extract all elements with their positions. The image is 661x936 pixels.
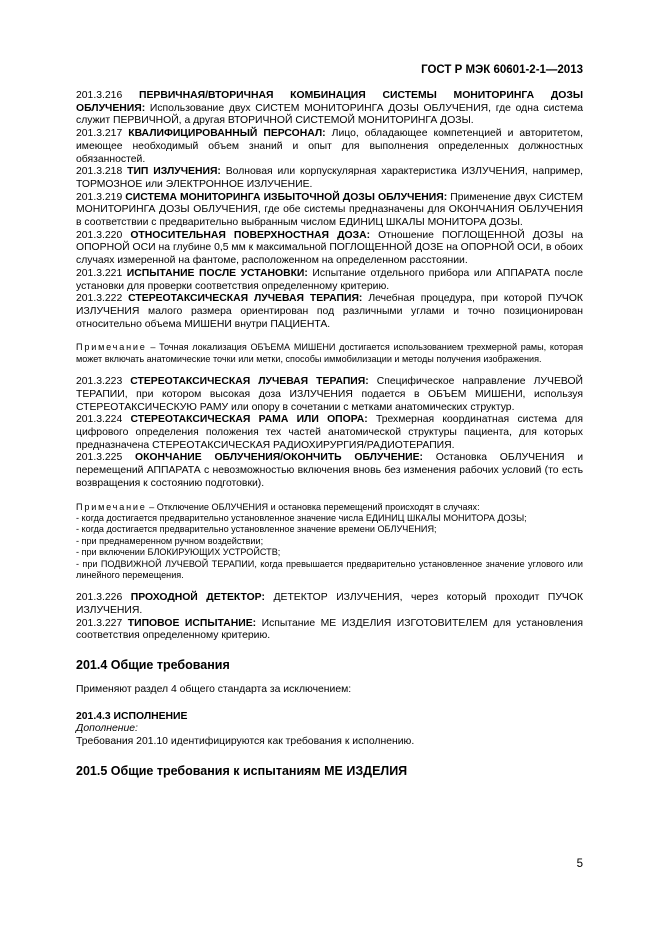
definition-paragraph <box>76 376 583 414</box>
note-1-text: Точная локализация ОБЪЕМА МИШЕНИ достигается использованием трехмерной рамы, которая может включать анатомические точки или метки, способы иммобилизации и методы получения изображения. <box>76 342 583 364</box>
subsection-title-201-4-3: 201.4.3 ИСПОЛНЕНИЕ <box>76 710 188 722</box>
defined-term: ПРОХОДНОЙ ДЕТЕКТОР: <box>130 592 265 604</box>
clause-number: 201.3.224 <box>76 414 123 426</box>
definition-text: ДЕТЕКТОР ИЗЛУЧЕНИЯ, через который проходит ПУЧОК ИЗЛУЧЕНИЯ. <box>76 592 583 617</box>
section-title-201-5: 201.5 Общие требования к испытаниям МЕ ИЗДЕЛИЯ <box>76 763 408 778</box>
page-number: 5 <box>576 858 583 870</box>
defined-term: СИСТЕМА МОНИТОРИНГА ИЗБЫТОЧНОЙ ДОЗЫ ОБЛУЧЕНИЯ: <box>125 191 448 203</box>
clause-number: 201.3.218 <box>76 166 123 178</box>
clause-number: 201.3.223 <box>76 376 123 388</box>
defined-term: ОКОНЧАНИЕ ОБЛУЧЕНИЯ/ОКОНЧИТЬ ОБЛУЧЕНИЕ: <box>134 452 424 464</box>
defined-term: КВАЛИФИЦИРОВАННЫЙ ПЕРСОНАЛ: <box>128 128 326 140</box>
note-2-intro-line <box>76 502 583 513</box>
definition-paragraph <box>76 618 583 643</box>
defined-term: ОТНОСИТЕЛЬНАЯ ПОВЕРХНОСТНАЯ ДОЗА: <box>130 229 371 241</box>
note-1-dash: – <box>146 342 160 353</box>
definition-paragraph <box>76 192 583 230</box>
defined-term: ИСПЫТАНИЕ ПОСЛЕ УСТАНОВКИ: <box>126 267 308 279</box>
note-1-label: Примечание <box>76 342 147 353</box>
clause-number: 201.3.227 <box>76 617 123 629</box>
definition-text: Специфическое направление ЛУЧЕВОЙ ТЕРАПИИ, при котором высокая доза ИЗЛУЧЕНИЯ подается в ОБЪЕМ МИШЕНИ, используя СТЕРЕОТАКСИЧЕСКУЮ РАМУ или опору в сочетании с метками анатомических структур. <box>76 376 584 413</box>
definition-paragraph <box>76 268 583 293</box>
definition-text: Трехмерная координатная система для цифрового определения положения тех частей анатомической структуры пациента, для которых предназначена СТЕРЕОТАКСИЧЕСКАЯ РАДИОХИРУРГИЯ/РАДИОТЕРАПИЯ. <box>76 414 583 451</box>
clause-number: 201.3.217 <box>76 128 123 140</box>
definition-text: Лечебная процедура, при которой ПУЧОК ИЗЛУЧЕНИЯ малого размера ориентирован под различными углами и точно позиционирован относительно объема МИШЕНИ внутри ПАЦИЕНТА. <box>76 293 583 330</box>
definition-paragraph <box>76 166 583 191</box>
note-2-item: - при включении БЛОКИРУЮЩИХ УСТРОЙСТВ; <box>76 547 281 558</box>
standard-header: ГОСТ Р МЭК 60601-2-1—2013 <box>421 64 583 76</box>
definition-paragraph <box>76 293 583 331</box>
clause-number: 201.3.221 <box>76 267 123 279</box>
subsection-text: Требования 201.10 идентифицируются как требования к исполнению. <box>76 735 415 747</box>
clause-number: 201.3.225 <box>76 452 123 464</box>
section-title-201-4: 201.4 Общие требования <box>76 658 230 673</box>
definitions-block-3 <box>76 592 583 643</box>
note-2-label: Примечание <box>76 501 147 512</box>
definitions-block-1 <box>76 90 583 331</box>
clause-number: 201.3.216 <box>76 90 123 101</box>
definition-text: Лицо, обладающее компетенцией и авторитетом, имеющее необходимый объем знаний и опыт для выполнения определенных должностных обязанностей. <box>76 128 583 165</box>
definition-text: Волновая или корпускулярная характеристика ИЗЛУЧЕНИЯ, например, ТОРМОЗНОЕ или ЭЛЕКТРОННОЕ ИЗЛУЧЕНИЕ. <box>76 166 583 190</box>
definition-paragraph <box>76 592 583 617</box>
note-1 <box>76 342 583 365</box>
clause-number: 201.3.219 <box>76 191 123 203</box>
definition-paragraph <box>76 414 583 452</box>
document-body <box>76 90 583 777</box>
note-2-intro: Отключение ОБЛУЧЕНИЯ и остановка перемещений происходят в случаях: <box>156 501 480 512</box>
definition-text: Остановка ОБЛУЧЕНИЯ и перемещений АППАРАТА с невозможностью включения вновь без изменения рабочих условий (то есть возвращения к состоянию подготовки). <box>76 452 583 489</box>
definition-text: Испытание МЕ ИЗДЕЛИЯ ИЗГОТОВИТЕЛЕМ для установления соответствия определенному критерию. <box>76 617 583 642</box>
subsection-label: Дополнение: <box>76 723 138 735</box>
definition-text: Использование двух СИСТЕМ МОНИТОРИНГА ДОЗЫ ОБЛУЧЕНИЯ, где одна система служит ПЕРВИЧНОЙ, а другая ВТОРИЧНОЙ СИСТЕМОЙ МОНИТОРИНГА ДОЗЫ. <box>76 102 583 127</box>
note-2-item: - при ПОДВИЖНОЙ ЛУЧЕВОЙ ТЕРАПИИ, когда превышается предварительно установленное значение углового или линейного перемещения. <box>76 558 583 580</box>
definition-paragraph <box>76 452 583 490</box>
defined-term: СТЕРЕОТАКСИЧЕСКАЯ ЛУЧЕВАЯ ТЕРАПИЯ: <box>130 376 369 388</box>
defined-term: ТИПОВОЕ ИСПЫТАНИЕ: <box>127 617 257 629</box>
defined-term: ПЕРВИЧНАЯ/ВТОРИЧНАЯ КОМБИНАЦИЯ СИСТЕМЫ МОНИТОРИНГА ДОЗЫ ОБЛУЧЕНИЯ: <box>76 90 584 114</box>
definition-paragraph <box>76 90 583 128</box>
note-2-item: - когда достигается предварительно установленное значение числа ЕДИНИЦ ШКАЛЫ МОНИТОРА ДОЗЫ; <box>76 512 527 523</box>
clause-number: 201.3.220 <box>76 229 123 241</box>
defined-term: ТИП ИЗЛУЧЕНИЯ: <box>127 166 221 178</box>
defined-term: СТЕРЕОТАКСИЧЕСКАЯ ЛУЧЕВАЯ ТЕРАПИЯ: <box>128 293 363 305</box>
definition-text: Отношение ПОГЛОЩЕННОЙ ДОЗЫ на ОПОРНОЙ ОСИ на глубине 0,5 мм к максимальной ПОГЛОЩЕННОЙ ДОЗЕ на ОПОРНОЙ ОСИ, в обоих случаях измеренной на фантоме, расположенном на определенном расстоянии. <box>76 229 583 267</box>
clause-number: 201.3.222 <box>76 293 123 305</box>
clause-number: 201.3.226 <box>76 592 123 604</box>
note-2 <box>76 502 583 582</box>
note-2-item: - когда достигается предварительно установленное значение времени ОБЛУЧЕНИЯ; <box>76 524 437 535</box>
definitions-block-2 <box>76 376 583 490</box>
definition-paragraph <box>76 230 583 268</box>
definition-paragraph <box>76 128 583 166</box>
note-2-dash: – <box>146 501 157 512</box>
definition-text: Применение двух СИСТЕМ МОНИТОРИНГА ДОЗЫ ОБЛУЧЕНИЯ, где обе системы предназначены для ОКОНЧАНИЯ ОБЛУЧЕНИЯ в соответствии с предварительно выбранным числом ЕДИНИЦ ШКАЛЫ МОНИТОРА ДОЗЫ. <box>76 191 583 229</box>
definition-text: Испытание отдельного прибора или АППАРАТА после установки для проверки соответствия определенному критерию. <box>76 267 583 292</box>
defined-term: СТЕРЕОТАКСИЧЕСКАЯ РАМА ИЛИ ОПОРА: <box>130 414 368 426</box>
section-201-4-text: Применяют раздел 4 общего стандарта за исключением: <box>76 683 352 695</box>
note-2-item: - при преднамеренном ручном воздействии; <box>76 535 264 546</box>
